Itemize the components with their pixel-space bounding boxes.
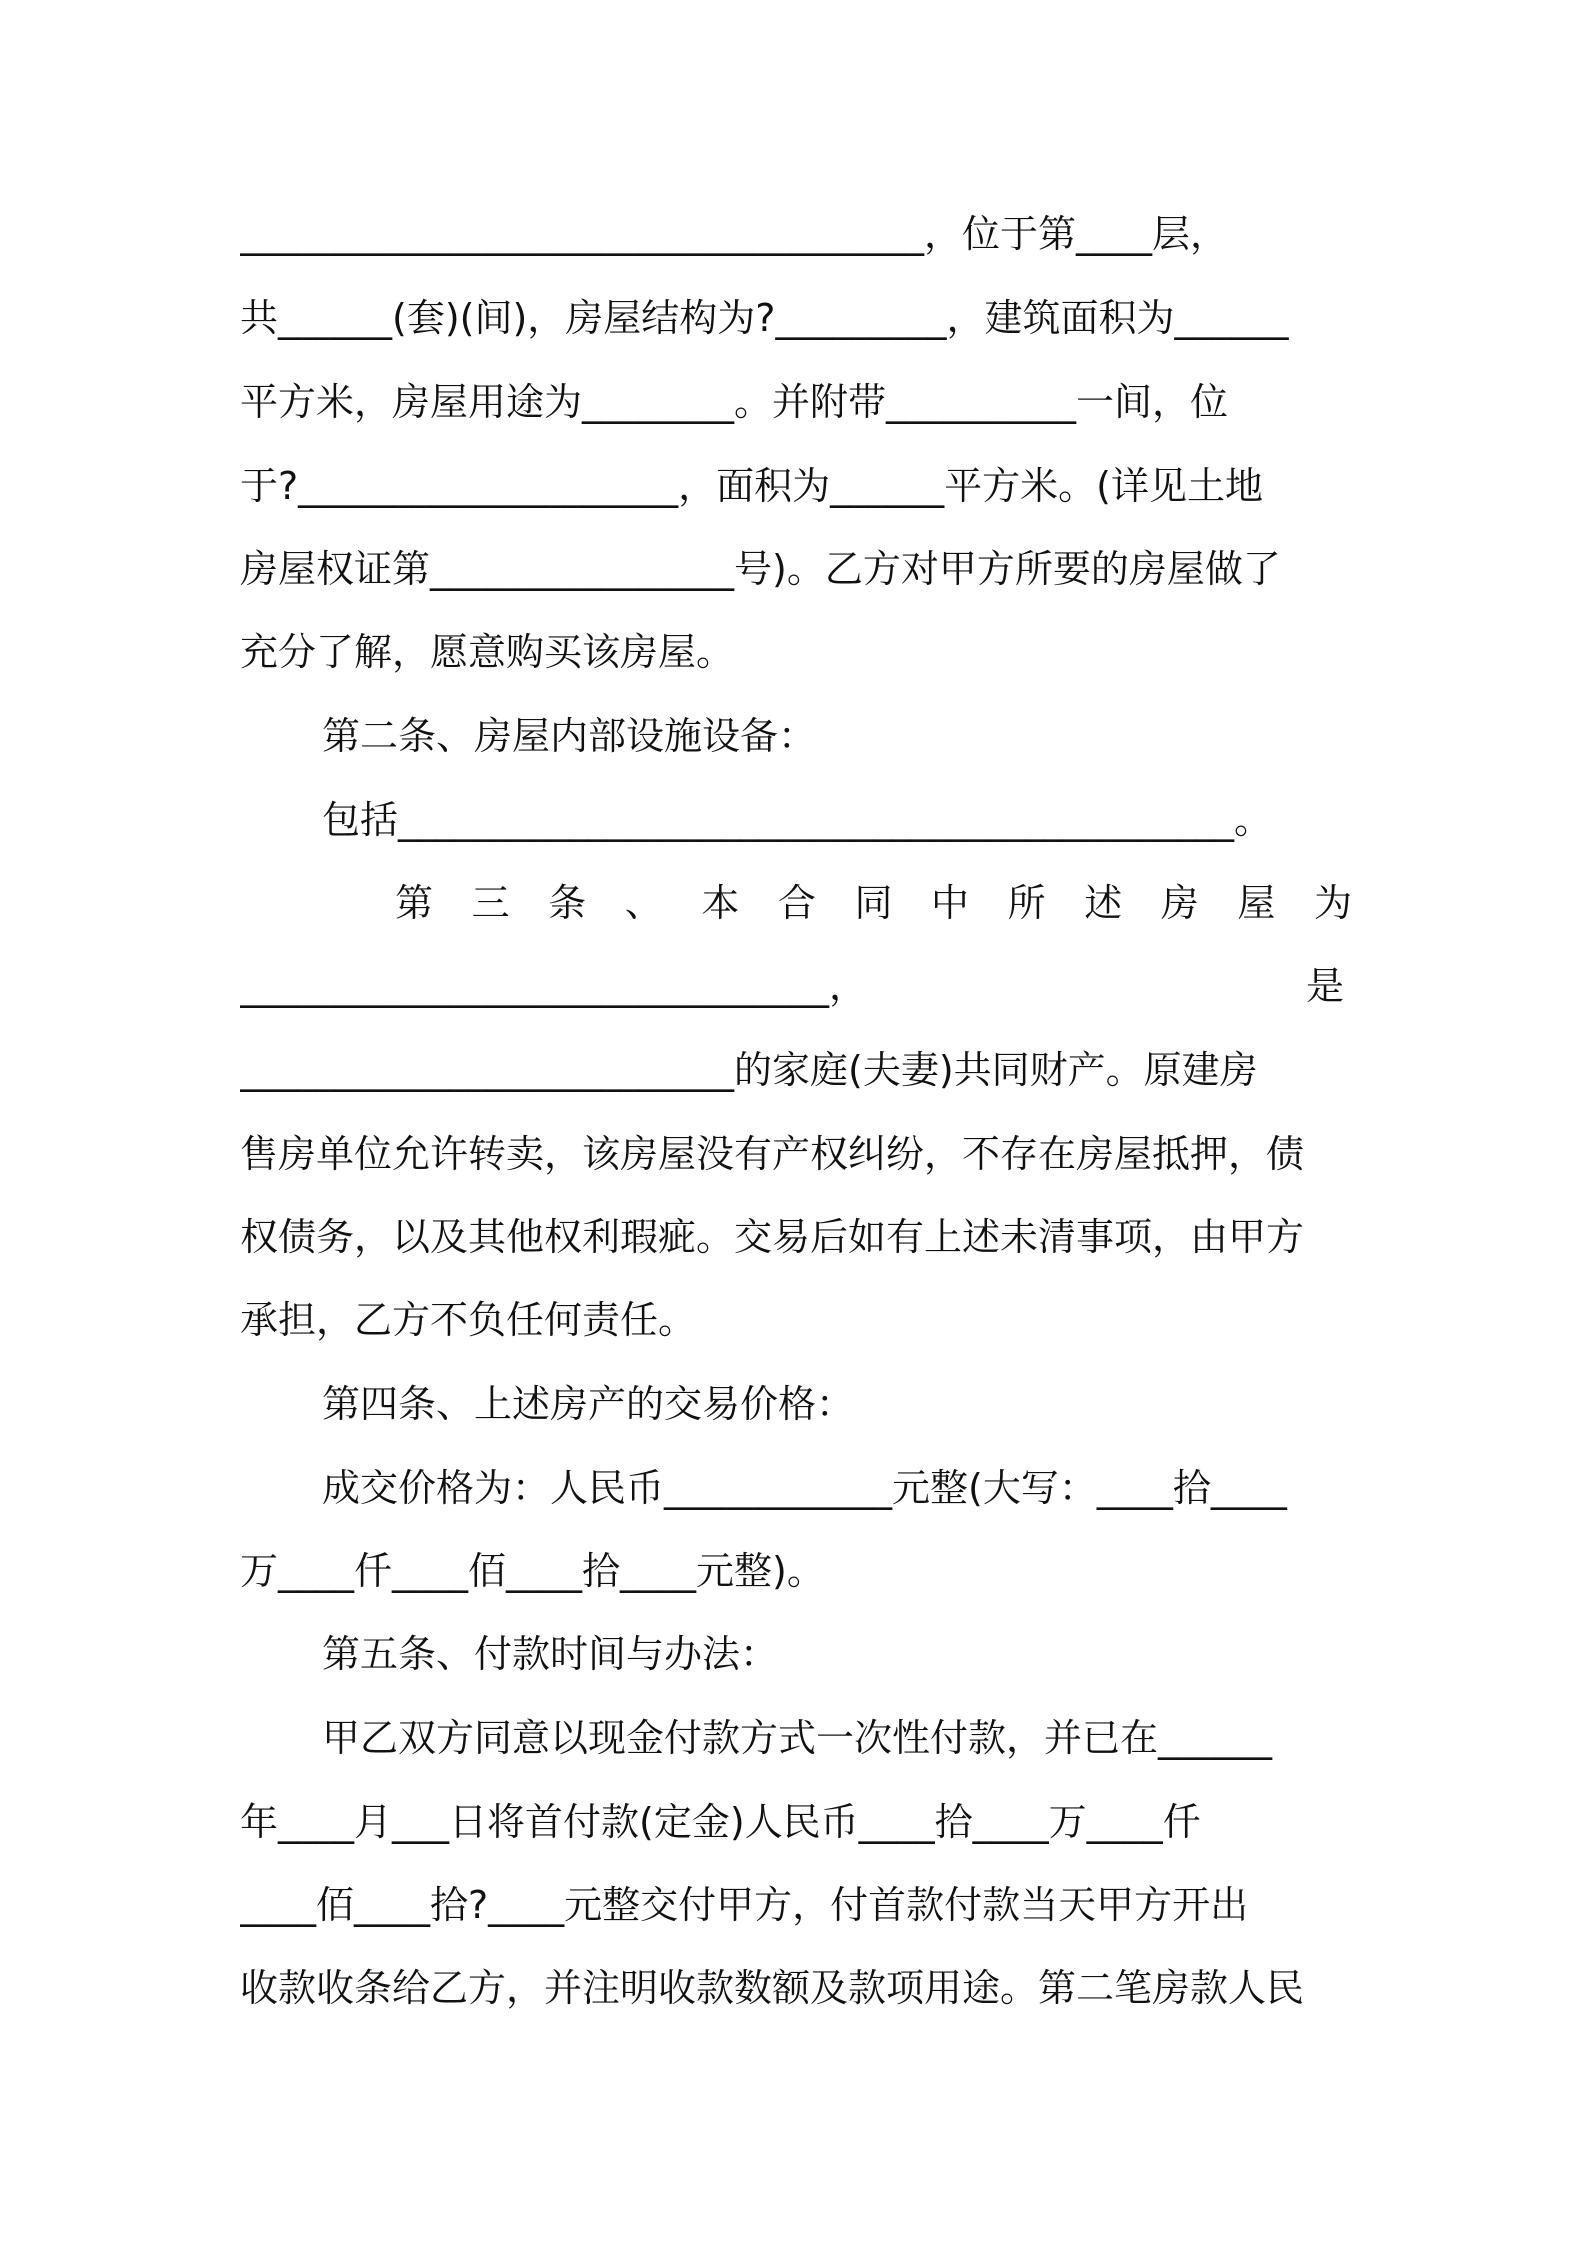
spaced-heading-char: 第 [395,881,434,925]
text-line: 包括____________________________________________。 [322,798,1273,842]
text-line: 甲乙双方同意以现金付款方式一次性付款，并已在______ [322,1716,1273,1760]
spaced-heading-char: 中 [931,881,970,925]
text-line: 平方米，房屋用途为________。并附带__________一间，位 [240,380,1229,424]
spaced-heading-char: 为 [1313,881,1352,925]
article-heading-spaced [395,875,1352,931]
article-heading: 第五条、付款时间与办法： [322,1632,779,1676]
text-line: 共______(套)(间)，房屋结构为?_________，建筑面积为______ [240,296,1289,340]
text-line: 是 [1306,964,1345,1008]
spaced-heading-char: 合 [777,881,816,925]
text-line: 万____仟____佰____拾____元整)。 [240,1549,825,1593]
spaced-heading-char: 、 [624,881,663,925]
text-line: ____________________________________，位于第____层， [240,212,1229,256]
text-line: _______________________________， [240,964,868,1008]
text-line: 权债务，以及其他权利瑕疵。交易后如有上述未清事项，由甲方 [240,1215,1305,1259]
article-heading: 第二条、房屋内部设施设备： [322,714,817,758]
spaced-heading-char: 述 [1084,881,1123,925]
spaced-heading-char: 屋 [1237,881,1276,925]
spaced-heading-char: 所 [1007,881,1046,925]
spaced-heading-char: 条 [548,881,587,925]
text-line: 售房单位允许转卖，该房屋没有产权纠纷，不存在房屋抵押，债 [240,1132,1305,1176]
spaced-heading-char: 同 [854,881,893,925]
text-line: __________________________的家庭(夫妻)共同财产。原建房 [240,1048,1258,1092]
text-line: 收款收条给乙方，并注明收款数额及款项用途。第二笔房款人民 [240,1966,1305,2010]
spaced-heading-char: 房 [1160,881,1199,925]
text-line: 年____月___日将首付款(定金)人民币____拾____万____仟 [240,1800,1201,1844]
text-line: 房屋权证第________________号)。乙方对甲方所要的房屋做了 [240,547,1281,591]
text-line: 成交价格为：人民币____________元整(大写：____拾____ [322,1466,1287,1510]
article-heading: 第四条、上述房产的交易价格： [322,1382,855,1426]
text-line: 承担，乙方不负任何责任。 [240,1298,697,1342]
text-line: ____佰____拾?____元整交付甲方，付首款付款当天甲方开出 [240,1883,1249,1927]
spaced-heading-char: 三 [471,881,510,925]
text-line: 充分了解，愿意购买该房屋。 [240,630,735,674]
spaced-heading-char: 本 [701,881,740,925]
text-line: 于?____________________，面积为______平方米。(详见土地 [240,464,1263,508]
